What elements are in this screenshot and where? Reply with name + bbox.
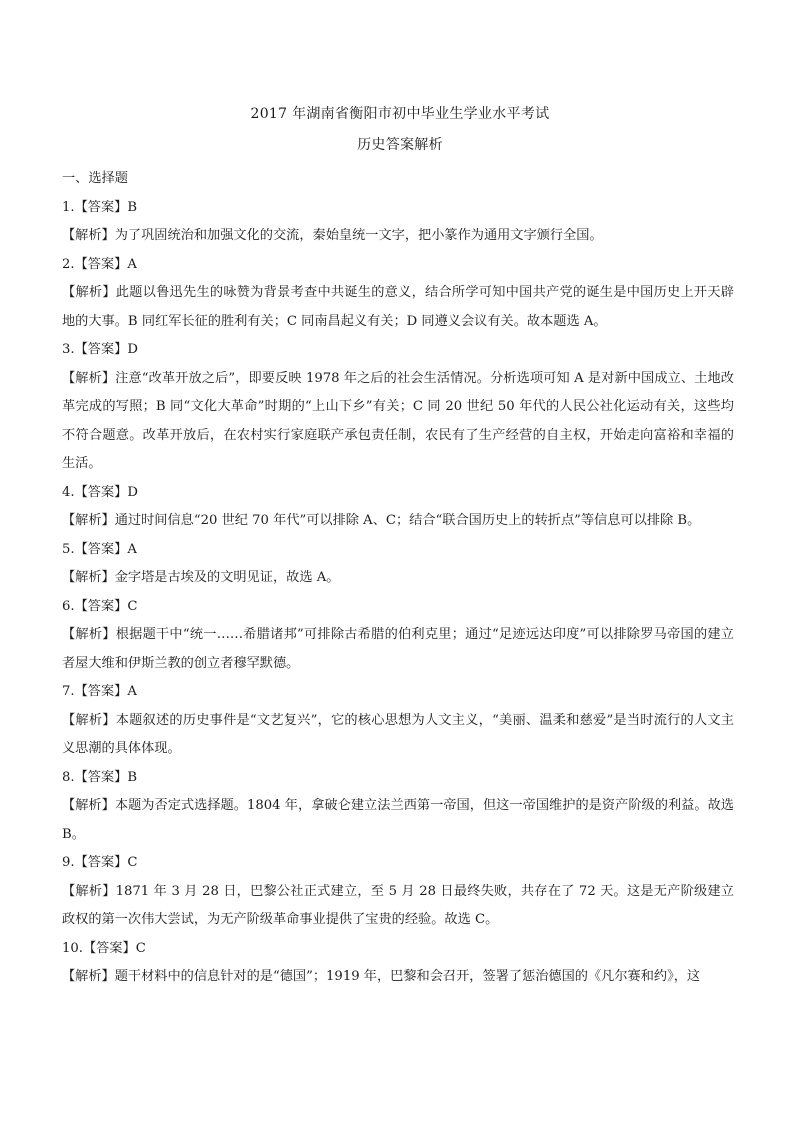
answer-8: 8.【答案】B [62, 769, 138, 785]
answer-4: 4.【答案】D [62, 484, 138, 500]
explanation-4: 【解析】通过时间信息“20 世纪 70 年代”可以排除 A、C；结合“联合国历史上的转折点”等信息可以排除 B。 [62, 513, 701, 528]
document-subtitle: 历史答案解析 [357, 137, 443, 153]
explanation-10: 【解析】题干材料中的信息针对的是“德国”；1919 年，巴黎和会召开，签署了惩治德国的《凡尔赛和约》，这 [62, 969, 701, 984]
explanation-8: 【解析】本题为否定式选择题。1804 年，拿破仑建立法兰西第一帝国，但这一帝国维护的是资产阶级的利益。故选 B。 [62, 798, 734, 842]
answer-9: 9.【答案】C [62, 855, 138, 870]
answer-10: 10.【答案】C [62, 940, 146, 956]
answer-7: 7.【答案】A [62, 684, 137, 699]
answer-2: 2.【答案】A [62, 256, 137, 272]
explanation-1: 【解析】为了巩固统治和加强文化的交流，秦始皇统一文字，把小篆作为通用文字颁行全国。 [62, 228, 603, 243]
explanation-9: 【解析】1871 年 3 月 28 日，巴黎公社正式建立，至 5 月 28 日最终失败，共存在了 72 天。这是无产阶级建立政权的第一次伟大尝试，为无产阶级革命事业提供了宝贵的经验。故选 C。 [62, 883, 734, 927]
section-heading: 一、选择题 [62, 171, 128, 186]
explanation-7: 【解析】本题叙述的历史事件是“文艺复兴”，它的核心思想为人文主义，“美丽、温柔和慈爱”是当时流行的人文主义思潮的具体体现。 [62, 712, 734, 756]
answer-1: 1.【答案】B [62, 199, 138, 215]
answer-3: 3.【答案】D [62, 342, 138, 357]
document-title: 2017 年湖南省衡阳市初中毕业生学业水平考试 [250, 106, 550, 122]
explanation-5: 【解析】金字塔是古埃及的文明见证，故选 A。 [62, 570, 340, 585]
explanation-2: 【解析】此题以鲁迅先生的咏赞为背景考查中共诞生的意义，结合所学可知中国共产党的诞生是中国历史上开天辟地的大事。B 同红军长征的胜利有关；C 同南昌起义有关；D 同遵义会议有关。故本题选 A。 [62, 285, 734, 329]
answer-5: 5.【答案】A [62, 541, 137, 557]
document-body [62, 165, 734, 992]
answer-6: 6.【答案】C [62, 598, 138, 614]
explanation-3: 【解析】注意“改革开放之后”，即要反映 1978 年之后的社会生活情况。分析选项可知 A 是对新中国成立、土地改革完成的写照；B 同“文化大革命”时期的“上山下乡”有关；C 同 20 世纪 50 年代的人民公社化运动有关，这些均不符合题意。改革开放后，在农村实行家庭联产承包责任制，农民有了生产经营的自主权，开始走向富裕和幸福的生活。 [62, 370, 734, 471]
explanation-6: 【解析】根据题干中“统一……希腊诸邦”可排除古希腊的伯利克里；通过“足迹远达印度”可以排除罗马帝国的建立者屋大维和伊斯兰教的创立者穆罕默德。 [62, 627, 734, 671]
